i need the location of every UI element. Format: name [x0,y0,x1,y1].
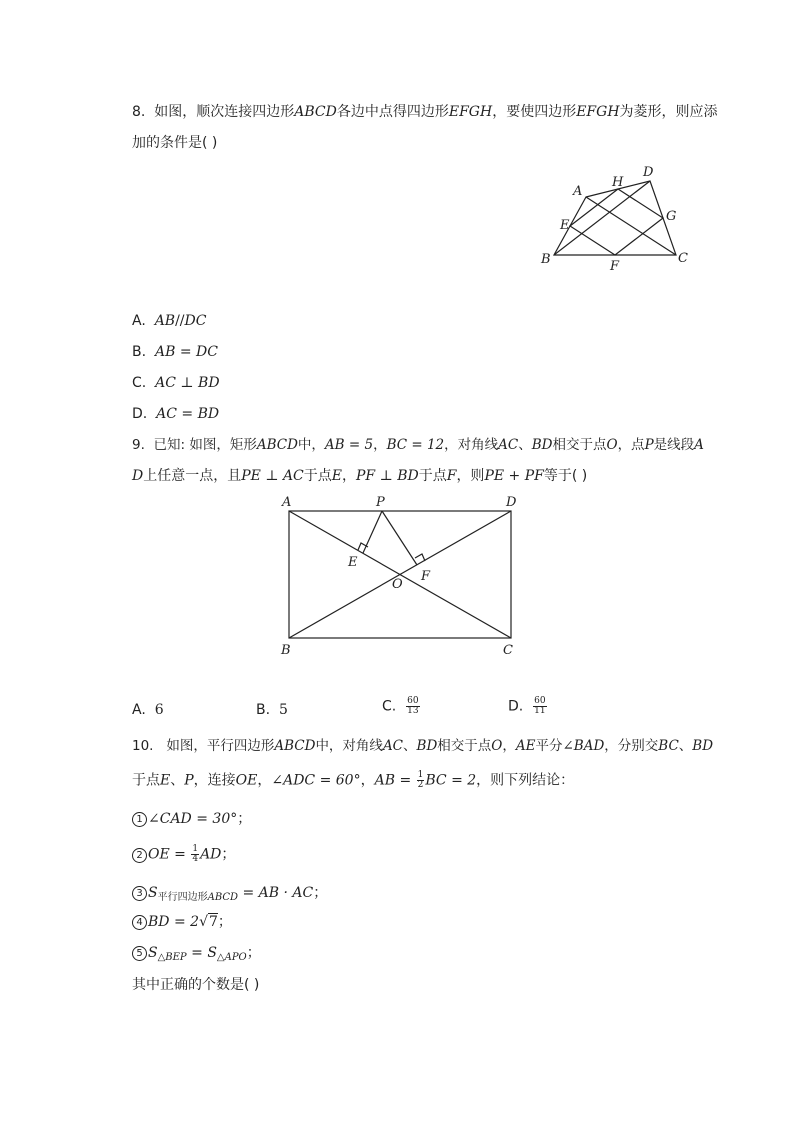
q9-label-d: D [506,495,517,510]
q10-statement-5: 5 $S_{\triangle BEP} = S_{\triangle APO}$； [132,944,261,967]
q8-option-d[interactable]: D. AC = BD [132,406,220,422]
q9-line2: D上任意一点，且PE ⊥ AC于点E，PF ⊥ BD于点F，则PE + PF等于( ) [132,468,588,484]
q8-label-d: D [643,165,654,180]
q9-label-o: O [392,577,403,592]
circled-number-3: 3 [132,886,147,901]
q8-label-g: G [666,209,677,224]
q8-label-a: A [573,184,583,199]
q10-number: 10. [132,738,154,754]
q9-label-e: E [348,555,358,570]
q10-statement-3: 3 $S_{平行四边形ABCD}$ = AB · AC； [132,884,327,907]
q8-line2: 加的条件是( ) [132,135,218,151]
q9-option-d[interactable]: D. $\frac{60}{11}$ [508,696,546,716]
q8-option-a[interactable]: A. AB//DC [132,313,207,329]
q8-label-f: F [610,259,620,274]
q10-question-end: 其中正确的个数是( ) [132,977,260,993]
q9-label-c: C [503,643,513,658]
q10-statement-1: 1 ∠CAD = 30°； [132,810,251,828]
q8-label-e: E [560,218,570,233]
q10-statement-4: 4 BD = 2√7； [132,913,232,931]
q10-statement-2: 2 OE = $\frac{1}{4}$ AD； [132,845,235,864]
q9-label-b: B [281,643,291,658]
q10-half-fraction: $\frac{1}{2}$ [417,770,424,790]
q9-option-a[interactable]: A. 6 [132,702,164,718]
circled-number-2: 2 [132,848,147,863]
q9-number: 9. [132,437,145,453]
q8-option-c[interactable]: C. AC ⊥ BD [132,375,220,391]
q8-number: 8. [132,104,146,120]
q9-option-c[interactable]: C. $\frac{60}{13}$ [382,696,419,716]
q10-line2: 于点E、P，连接OE，∠ADC = 60°，AB = $\frac{1}{2}$ BC = 2，则下列结论： [132,770,575,790]
q9-line1: 9. 已知: 如图，矩形ABCD中，AB = 5，BC = 12，对角线AC、BD相交于点O，点P是线段A [132,437,704,453]
circled-number-1: 1 [132,812,147,827]
q9-option-b[interactable]: B. 5 [256,702,288,718]
q8-label-b: B [541,252,551,267]
q9-figure [270,492,530,662]
q9-option-d-fraction: $\frac{60}{11}$ [534,696,546,716]
q8-figure [532,160,712,280]
sqrt-sign: √ [199,914,208,930]
q9-option-c-fraction: $\frac{60}{13}$ [407,696,419,716]
q8-line1: 8. 如图，顺次连接四边形ABCD各边中点得四边形EFGH，要使四边形EFGH为菱形，则应添 [132,104,718,120]
q10-line1: 10. 如图，平行四边形ABCD中，对角线AC、BD相交于点O，AE平分∠BAD，分别交BC、BD [132,738,714,754]
q9-label-p: P [376,495,385,510]
q8-label-h: H [612,175,624,190]
circled-number-4: 4 [132,915,147,930]
q8-label-c: C [678,251,688,266]
q9-label-a: A [282,495,292,510]
q10-quarter-fraction: $\frac{1}{4}$ [192,844,199,864]
q8-option-b[interactable]: B. AB = DC [132,344,218,360]
q9-label-f: F [421,569,431,584]
circled-number-5: 5 [132,946,147,961]
